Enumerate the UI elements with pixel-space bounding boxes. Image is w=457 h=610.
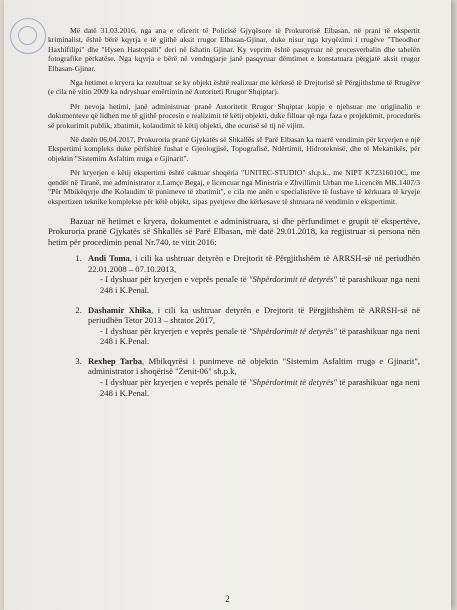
stamp-icon — [10, 18, 46, 54]
person-name: Andi Toma — [88, 253, 130, 264]
paragraph: Për nevoja hetimi, janë administruar pranë Autoritetit Rrugor Shqiptar kopje e njehsuar me origjinalin e dokumenteve që lidhen me të gjithë procesin e realizimit të këtij objekti, duke filluar që nga faza e projektimit, procedurës së prokurimit publik, zbatimit, kolaudimit të këtij objekti, dhe ecurisë së tij në vijim. — [48, 101, 420, 130]
lead-paragraph: Bazuar në hetimet e kryera, dokumentet e administruara, si dhe përfundimet e grupit të ekspertëve, Prokuroria pranë Gjykatës së Shkallës së Parë Elbasan, më datë 29.01.2018, ka regjistruar si persona nën hetim për procedimin penal Nr.740, te vitit 2016: — [48, 215, 420, 247]
charge-prefix: I dyshuar për kryerjen e veprës penale të — [105, 325, 249, 336]
charge-suffix: të parashikuar nga neni 248 i K.Penal. — [100, 325, 420, 347]
document-body — [48, 26, 420, 407]
paragraph: Për kryerjen e këtij ekspertimi është caktuar shoqëria "UNITEC-STUDIO" sh.p.k., me NIPT K72316010C, me qendër në Tiranë, me administrator z.Lamçe Begaj, e licencuar nga Ministria e Zhvillimit Urban me Licencën MK.1407/3 "Për Mbikëqyrje dhe Kolaudim të punimeve të zbatimit", e cila me anën e specialistëve të fushave të kërkuara të kryeje ekspertizen teknike komplekse për këtë objekt, sipas pyetjeve dhe kërkesave të shtruara në vendimin e ekspertimit. — [48, 168, 420, 206]
charge-line — [96, 377, 420, 398]
person-role: , i cili ka ushtruar detyrën e Drejtorit të Përgjithshëm të ARRSH-së në periudhën Tetor 2013 – shtator 2017, — [88, 304, 421, 326]
charge-prefix: I dyshuar për kryerjen e veprës penale të — [105, 274, 249, 285]
charge-suffix: të parashikuar nga neni 248 i K.Penal. — [100, 377, 420, 398]
person-name: Rexhep Tarba — [88, 355, 143, 366]
paragraph: Nga hetimet e kryera ka rezultuar se ky objekt është realizuar me kërkesë të Drejtorisë së Përgjithshme të Rrugëve (e cila në vitin 2009 ka ndryshuar emërtimin në Autoriteti Rrugor Shqiptar). — [48, 78, 420, 97]
charge-suffix: të parashikuar nga neni 248 i K.Penal. — [100, 274, 420, 295]
paragraph: Më datë 31.03.2016, nga ana e oficerit të Policisë Gjyqësore të Prokurorisë Elbasan, në prani të ekspertit kriminalist, është bërë kqyrja e të gjithë aksit rrugor Elbasan-Gjinar, duke nisur nga kryqëzimi i rrugëve "Theodhor Haxhifilipi" dhe "Hysen Hastopalli" deri në fshatin Gjinar. Ky veprim është pasqyruar në procesverbalin dhe tabelën fotografike përkatëse. Nga kqyrja e bërë në vendngjarje janë pasqyruar dëmtimet e konstatuara përgjatë aksit rrugor Elbasan-Gjinar. — [48, 26, 420, 73]
person-role: , i cili ka ushtruar detyrën e Drejtorit të Përgjithshëm të ARRSH-së në periudhën 22.01.2008 – 07.10.2013, — [88, 253, 420, 274]
person-item — [84, 253, 420, 295]
charge-offense: "Shpërdorimit të detyrës" — [248, 325, 337, 336]
paragraph: Në datën 06.04.2017, Prokuroria pranë Gjykatës së Shkallës së Parë Elbasan ka marrë vendimin për kryerjen e një Ekspertimi kompleks duke përfshirë fushat e Gjeologjisë, Topografisë, Ndërtimit, Hidroteknisë, dhe të Mekanikës, për objektin "Sistemim Asfaltim rruga e Gjinarit". — [48, 135, 420, 163]
page-number: 2 — [225, 594, 230, 604]
person-item — [84, 305, 420, 347]
charge-prefix: I dyshuar për kryerjen e veprës penale të — [105, 377, 249, 388]
charge-offense: "Shpërdorimit të detyrës" — [248, 274, 337, 285]
charge-line — [96, 274, 420, 295]
charge-line — [96, 326, 420, 347]
persons-list — [48, 253, 420, 398]
person-name: Dashamir Xhika — [88, 304, 152, 315]
charge-offense: "Shpërdorimit të detyrës" — [248, 377, 337, 388]
document-page — [4, 0, 451, 610]
person-item — [84, 356, 420, 398]
person-role: , Mbikqyrësi i punimeve në objektin "Sistemim Asfaltim rruga e Gjinarit", administrator i shoqërisë "Zenit-06" sh.p.k, — [88, 355, 420, 377]
